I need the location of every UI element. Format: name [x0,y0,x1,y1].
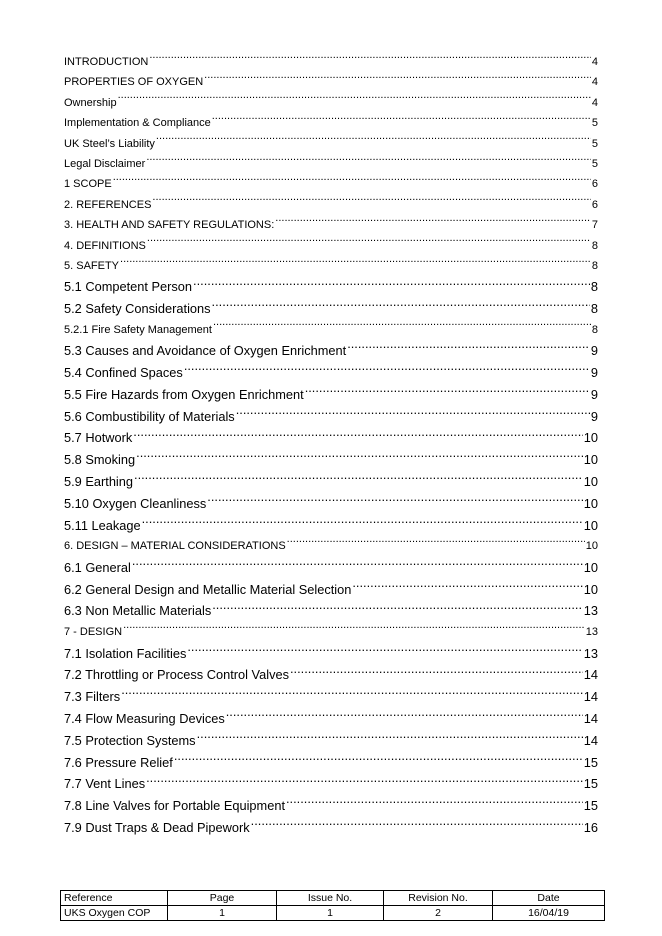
toc-entry-title: 5.5 Fire Hazards from Oxygen Enrichment [64,386,304,402]
toc-entry-title: 5. SAFETY [64,259,120,272]
date-header: Date [493,891,605,906]
toc-entry-page: 9 [590,343,598,359]
toc-entry-title: 5.2 Safety Considerations [64,301,211,317]
toc-dot-leader [197,731,583,745]
toc-entry[interactable] [64,362,598,384]
toc-entry[interactable] [64,320,598,340]
toc-entry-title: 5.6 Combustibility of Materials [64,408,235,424]
toc-entry-page: 7 [591,219,598,232]
toc-entry-page: 15 [583,754,598,770]
table-of-contents [64,52,598,839]
toc-entry[interactable] [64,340,598,362]
toc-entry[interactable] [64,72,598,92]
toc-dot-leader [251,818,583,832]
toc-entry-title: INTRODUCTION [64,56,149,68]
toc-entry[interactable] [64,256,598,276]
toc-dot-leader [142,516,583,530]
toc-dot-leader [275,216,591,228]
toc-entry-page: 8 [591,239,598,252]
toc-entry[interactable] [64,686,598,708]
toc-entry-title: 6.3 Non Metallic Materials [64,603,212,619]
toc-entry[interactable] [64,449,598,471]
toc-entry-title: 7.2 Throttling or Process Control Valves [64,667,289,683]
toc-entry-page: 14 [583,732,598,748]
toc-entry-page: 5 [591,157,598,170]
document-control-table [60,890,605,921]
toc-entry-title: 5.4 Confined Spaces [64,365,183,381]
toc-entry-page: 8 [591,259,598,272]
toc-entry-page: 4 [591,96,598,109]
toc-entry-title: 7.3 Filters [64,689,121,705]
toc-entry-page: 8 [590,301,598,317]
toc-dot-leader [152,196,590,208]
toc-entry-page: 6 [591,178,598,191]
toc-dot-leader [213,321,591,333]
toc-entry[interactable] [64,427,598,449]
toc-entry[interactable] [64,154,598,174]
toc-entry[interactable] [64,708,598,730]
toc-dot-leader [132,558,583,572]
toc-entry-title: 5.1 Competent Person [64,279,193,295]
toc-entry-title: Ownership [64,96,117,109]
toc-entry-title: 5.10 Oxygen Cleanliness [64,495,207,511]
toc-entry[interactable] [64,643,598,665]
toc-entry-title: 5.11 Leakage [64,517,141,533]
toc-entry[interactable] [64,174,598,194]
toc-entry-title: 7.6 Pressure Relief [64,754,173,770]
toc-entry[interactable] [64,52,598,72]
toc-entry-page: 9 [590,386,598,402]
reference-header: Reference [61,891,168,906]
toc-entry[interactable] [64,236,598,256]
toc-entry[interactable] [64,622,598,642]
toc-entry-page: 13 [583,603,598,619]
toc-dot-leader [121,687,583,701]
issue-value: 1 [277,906,384,921]
page-header: Page [168,891,277,906]
document-control-value-row [61,906,605,921]
issue-header: Issue No. [277,891,384,906]
toc-entry-page: 8 [590,279,598,295]
toc-dot-leader [352,580,582,594]
revision-header: Revision No. [384,891,493,906]
toc-entry[interactable] [64,493,598,515]
toc-entry-page: 14 [583,667,598,683]
toc-entry-title: 1 SCOPE [64,178,112,191]
toc-entry[interactable] [64,384,598,406]
toc-dot-leader [286,796,583,810]
toc-entry[interactable] [64,195,598,215]
toc-entry-title: 7.7 Vent Lines [64,776,146,792]
date-value: 16/04/19 [493,906,605,921]
reference-value: UKS Oxygen COP [61,906,168,921]
toc-entry-title: 7.8 Line Valves for Portable Equipment [64,798,285,814]
toc-dot-leader [147,237,591,249]
toc-entry-page: 14 [583,711,598,727]
toc-entry[interactable] [64,579,598,601]
toc-entry[interactable] [64,817,598,839]
toc-entry-page: 9 [590,408,598,424]
toc-entry-page: 8 [591,323,598,336]
toc-entry-title: 7.5 Protection Systems [64,732,196,748]
toc-entry-title: 5.2.1 Fire Safety Management [64,323,212,336]
toc-entry-page: 14 [583,689,598,705]
toc-entry-page: 9 [590,365,598,381]
toc-dot-leader [149,53,591,65]
toc-dot-leader [212,114,591,126]
toc-entry-page: 10 [583,495,598,511]
toc-entry-title: 6.1 General [64,559,131,575]
toc-entry-title: Legal Disclaimer [64,157,146,170]
toc-dot-leader [123,623,585,635]
toc-entry-title: 5.8 Smoking [64,452,136,468]
toc-entry-page: 10 [585,540,598,553]
toc-entry[interactable] [64,795,598,817]
toc-entry-page: 4 [591,76,598,89]
toc-entry[interactable] [64,557,598,579]
toc-dot-leader [287,537,585,549]
toc-entry-page: 10 [583,452,598,468]
toc-dot-leader [347,341,590,355]
toc-dot-leader [174,753,583,767]
toc-entry-page: 13 [585,626,598,639]
toc-entry-page: 5 [591,117,598,130]
toc-entry-page: 10 [583,581,598,597]
revision-value: 2 [384,906,493,921]
toc-entry[interactable] [64,536,598,556]
toc-entry[interactable] [64,406,598,428]
toc-dot-leader [113,175,591,187]
toc-dot-leader [146,155,591,167]
toc-entry-title: 7 - DESIGN [64,626,123,639]
toc-entry-title: UK Steel’s Liability [64,137,155,150]
toc-dot-leader [146,774,583,788]
toc-dot-leader [204,73,591,85]
toc-entry-title: 7.9 Dust Traps & Dead Pipework [64,820,250,835]
toc-dot-leader [136,450,583,464]
toc-entry-title: 2. REFERENCES [64,198,152,211]
toc-entry-page: 5 [591,137,598,150]
toc-entry-page: 15 [583,798,598,814]
toc-entry-page: 10 [583,430,598,446]
toc-entry-title: 7.4 Flow Measuring Devices [64,711,225,727]
toc-dot-leader [212,299,590,313]
page-value: 1 [168,906,277,921]
toc-entry-page: 6 [591,198,598,211]
document-control-header-row [61,891,605,906]
toc-dot-leader [120,257,591,269]
toc-entry[interactable] [64,93,598,113]
toc-dot-leader [236,407,590,421]
toc-dot-leader [133,428,582,442]
toc-entry[interactable] [64,600,598,622]
toc-entry-page: 13 [583,645,598,661]
toc-entry[interactable] [64,276,598,298]
toc-dot-leader [290,665,583,679]
toc-entry[interactable] [64,215,598,235]
toc-entry[interactable] [64,298,598,320]
toc-entry-page: 10 [583,474,598,490]
toc-entry-title: 7.1 Isolation Facilities [64,645,187,661]
toc-dot-leader [305,385,590,399]
toc-entry-title: 4. DEFINITIONS [64,239,146,252]
toc-entry-title: 3. HEALTH AND SAFETY REGULATIONS: [64,219,275,232]
toc-entry-title: 6.2 General Design and Metallic Material Selection [64,581,352,597]
toc-entry[interactable] [64,773,598,795]
toc-entry-page: 10 [583,559,598,575]
toc-dot-leader [134,472,583,486]
toc-entry[interactable] [64,471,598,493]
toc-dot-leader [193,277,590,291]
toc-entry-page: 15 [583,776,598,792]
toc-entry[interactable] [64,730,598,752]
toc-entry-title: 5.7 Hotwork [64,430,133,446]
toc-entry-title: 5.9 Earthing [64,474,134,490]
toc-entry[interactable] [64,113,598,133]
toc-entry-title: Implementation & Compliance [64,117,211,130]
toc-dot-leader [156,135,591,147]
toc-entry-title: PROPERTIES OF OXYGEN [64,76,204,89]
toc-entry-page: 4 [591,56,598,68]
toc-dot-leader [207,494,582,508]
toc-dot-leader [184,363,590,377]
toc-dot-leader [212,601,583,615]
toc-entry-title: 6. DESIGN – MATERIAL CONSIDERATIONS [64,540,286,553]
toc-entry-title: 5.3 Causes and Avoidance of Oxygen Enrichment [64,343,347,359]
toc-dot-leader [226,709,583,723]
toc-entry[interactable] [64,515,598,537]
toc-dot-leader [187,644,582,658]
toc-entry[interactable] [64,664,598,686]
toc-dot-leader [118,94,591,106]
toc-entry-page: 16 [583,820,598,835]
toc-entry-page: 10 [583,517,598,533]
toc-entry[interactable] [64,134,598,154]
toc-entry[interactable] [64,752,598,774]
